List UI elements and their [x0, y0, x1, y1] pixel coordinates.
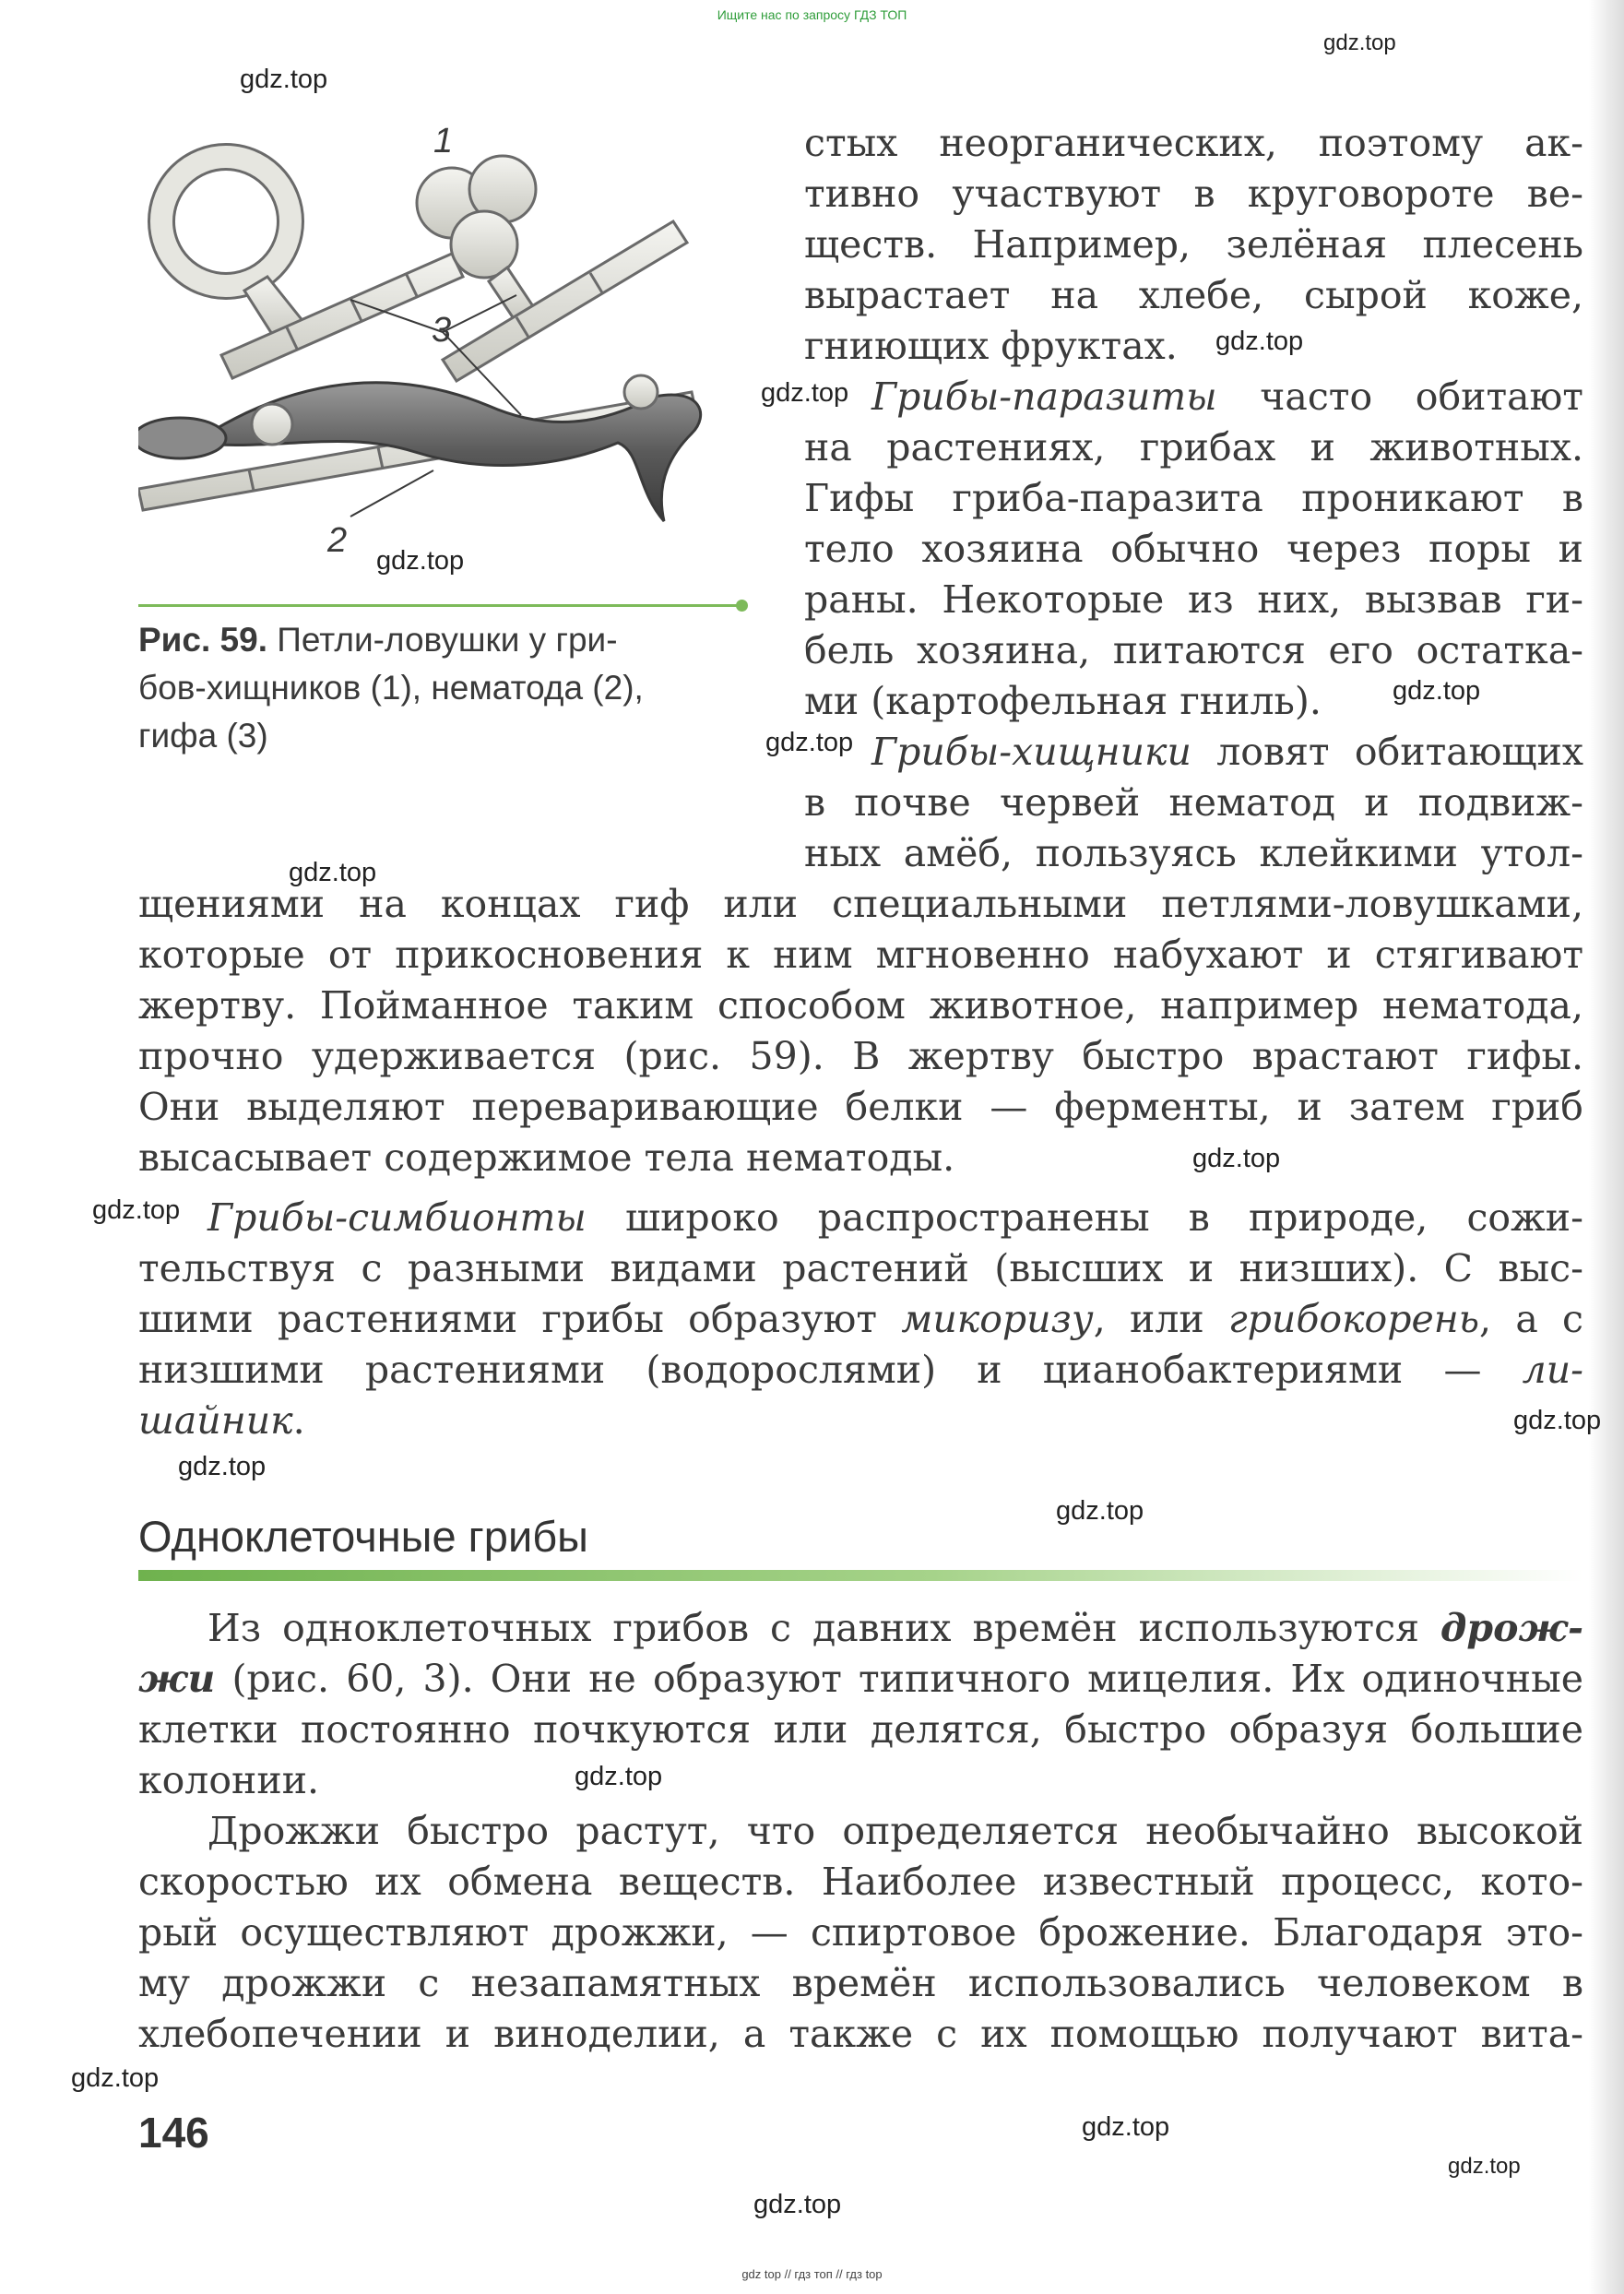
text-line: [207, 1193, 1583, 1243]
caption-line: гифа (3): [138, 717, 268, 755]
watermark: gdz.top: [761, 378, 849, 408]
watermark: gdz.top: [753, 2190, 842, 2219]
page-number: 146: [138, 2109, 209, 2157]
watermark: gdz.top: [1323, 30, 1396, 55]
text-line: вырастает на хлебе, сырой коже,: [804, 273, 1583, 317]
text-line: [138, 1294, 1583, 1345]
text-line: [138, 1396, 1583, 1446]
text-fragment: , а с: [1479, 1297, 1584, 1341]
figure-label-3: 3: [432, 311, 452, 350]
text-line: Гифы гриба-паразита проникают в: [804, 476, 1583, 520]
watermark: gdz.top: [575, 1762, 663, 1791]
watermark: gdz.top: [289, 858, 377, 887]
caption-line: бов-хищников (1), нематода (2),: [138, 669, 644, 707]
watermark: gdz.top: [1513, 1406, 1602, 1435]
text-line: бель хозяина, питаются его остатка-: [804, 628, 1583, 672]
watermark: gdz.top: [1393, 676, 1481, 706]
text-line: му дрожжи с незапамятных времён использовались человеком в: [138, 1961, 1583, 2005]
watermark: gdz.top: [240, 65, 328, 94]
text-line: [138, 1345, 1583, 1396]
text-line: клетки постоянно почкуются или делятся, быстро образуя большие: [138, 1707, 1583, 1752]
caption-label: Рис. 59.: [138, 621, 267, 659]
adhesive-knob-trap: [417, 156, 536, 323]
text-line: раны. Некоторые из них, вызвав ги-: [804, 577, 1583, 622]
section-heading: Одноклеточные грибы: [138, 1512, 588, 1561]
text-line: ми (картофельная гниль).: [804, 679, 1322, 723]
text-line: ных амёб, пользуясь клейкими утол-: [804, 831, 1583, 875]
figure-label-2: 2: [327, 521, 348, 560]
figure-caption: [138, 616, 756, 760]
watermark: gdz.top: [178, 1452, 267, 1481]
text-fragment: широко распространены в природе, сожи-: [586, 1195, 1583, 1240]
term-yeast-part: дрож-: [1440, 1606, 1583, 1650]
text-fragment: , или: [1093, 1297, 1228, 1341]
text-line: скоростью их обмена веществ. Наиболее известный процесс, кото-: [138, 1860, 1583, 1904]
text-line: Они выделяют переваривающие белки — ферменты, и затем гриб: [138, 1085, 1583, 1129]
text-line: Дрожжи быстро растут, что определяется необычайно высокой: [207, 1809, 1583, 1853]
text-line: тивно участвуют в круговороте ве-: [804, 172, 1583, 216]
watermark: gdz.top: [376, 546, 465, 576]
text-line: колонии.: [138, 1758, 320, 1802]
text-line: тельствуя с разными видами растений (высших и низших). С выс-: [138, 1246, 1583, 1290]
watermark: gdz.top: [1215, 327, 1304, 356]
top-banner: Ищите нас по запросу ГДЗ ТОП: [717, 7, 907, 22]
watermark: gdz.top: [765, 728, 854, 757]
watermark: gdz.top: [1056, 1496, 1144, 1526]
text-line: стых неорганических, поэтому ак-: [804, 121, 1583, 165]
text-fragment: шими растениями грибы образуют: [138, 1297, 902, 1341]
nematode: [138, 375, 701, 521]
term-yeast: жи: [138, 1657, 216, 1701]
text-line: в почве червей нематод и подвиж-: [804, 780, 1583, 825]
watermark: gdz.top: [1082, 2112, 1170, 2142]
figure-59-drawing: [138, 111, 765, 572]
text-line: которые от прикосновения к ним мгновенно набухают и стягивают: [138, 933, 1583, 977]
text-line: [871, 372, 1583, 422]
text-fragment: Из одноклеточных грибов с давних времён используются: [207, 1606, 1440, 1650]
page-edge-shadow: [1589, 0, 1624, 2294]
term-mycorrhiza: микоризу: [901, 1297, 1094, 1341]
heading-underline: [138, 1570, 1583, 1581]
text-line: щениями на концах гиф или специальными петлями-ловушками,: [138, 882, 1583, 926]
text-line: тело хозяина обычно через поры и: [804, 527, 1583, 571]
bottom-banner: gdz top // гдз топ // гдз top: [741, 2267, 883, 2281]
watermark: gdz.top: [92, 1195, 181, 1225]
watermark: gdz.top: [71, 2063, 160, 2093]
text-line: хлебопечении и виноделии, а также с их помощью получают вита-: [138, 2012, 1583, 2056]
caption-divider: [138, 604, 742, 607]
caption-line: Петли-ловушки у гри-: [277, 621, 618, 659]
text-fragment: ловят обитающих: [1191, 730, 1583, 774]
figure-label-1: 1: [433, 122, 454, 160]
term-parasites: Грибы-паразиты: [871, 374, 1217, 419]
text-line: высасывает содержимое тела нематоды.: [138, 1135, 955, 1180]
text-fragment: часто обитают: [1216, 374, 1583, 419]
text-fragment: низшими растениями (водорослями) и цианобактериями —: [138, 1348, 1523, 1392]
text-line: рый осуществляют дрожжи, — спиртовое брожение. Благодаря это-: [138, 1910, 1583, 1955]
term-symbionts: Грибы-симбионты: [207, 1195, 587, 1240]
text-fragment: .: [292, 1398, 305, 1443]
text-line: на растениях, грибах и животных.: [804, 425, 1583, 469]
term-fungal-root: грибокорень: [1227, 1297, 1480, 1341]
text-line: [871, 727, 1583, 778]
figure-59-illustration: [138, 111, 765, 572]
text-line: [138, 1654, 1583, 1705]
watermark: gdz.top: [1192, 1144, 1281, 1173]
text-line: жертву. Пойманное таким способом животное, например нематода,: [138, 983, 1583, 1028]
watermark: gdz.top: [1448, 2154, 1521, 2179]
text-fragment: (рис. 60, 3). Они не образуют типичного мицелия. Их одиночные: [215, 1657, 1583, 1701]
text-line: прочно удерживается (рис. 59). В жертву быстро врастают гифы.: [138, 1034, 1583, 1078]
term-lichen-part: ли-: [1522, 1348, 1583, 1392]
ring-trap-left: [161, 157, 304, 341]
text-line: [207, 1603, 1583, 1654]
term-predators: Грибы-хищники: [871, 730, 1191, 774]
text-line: гниющих фруктах.: [804, 324, 1178, 368]
text-line: ществ. Например, зелёная плесень: [804, 222, 1583, 267]
term-lichen: шайник: [138, 1398, 293, 1443]
caption-divider-dot: [736, 600, 748, 612]
